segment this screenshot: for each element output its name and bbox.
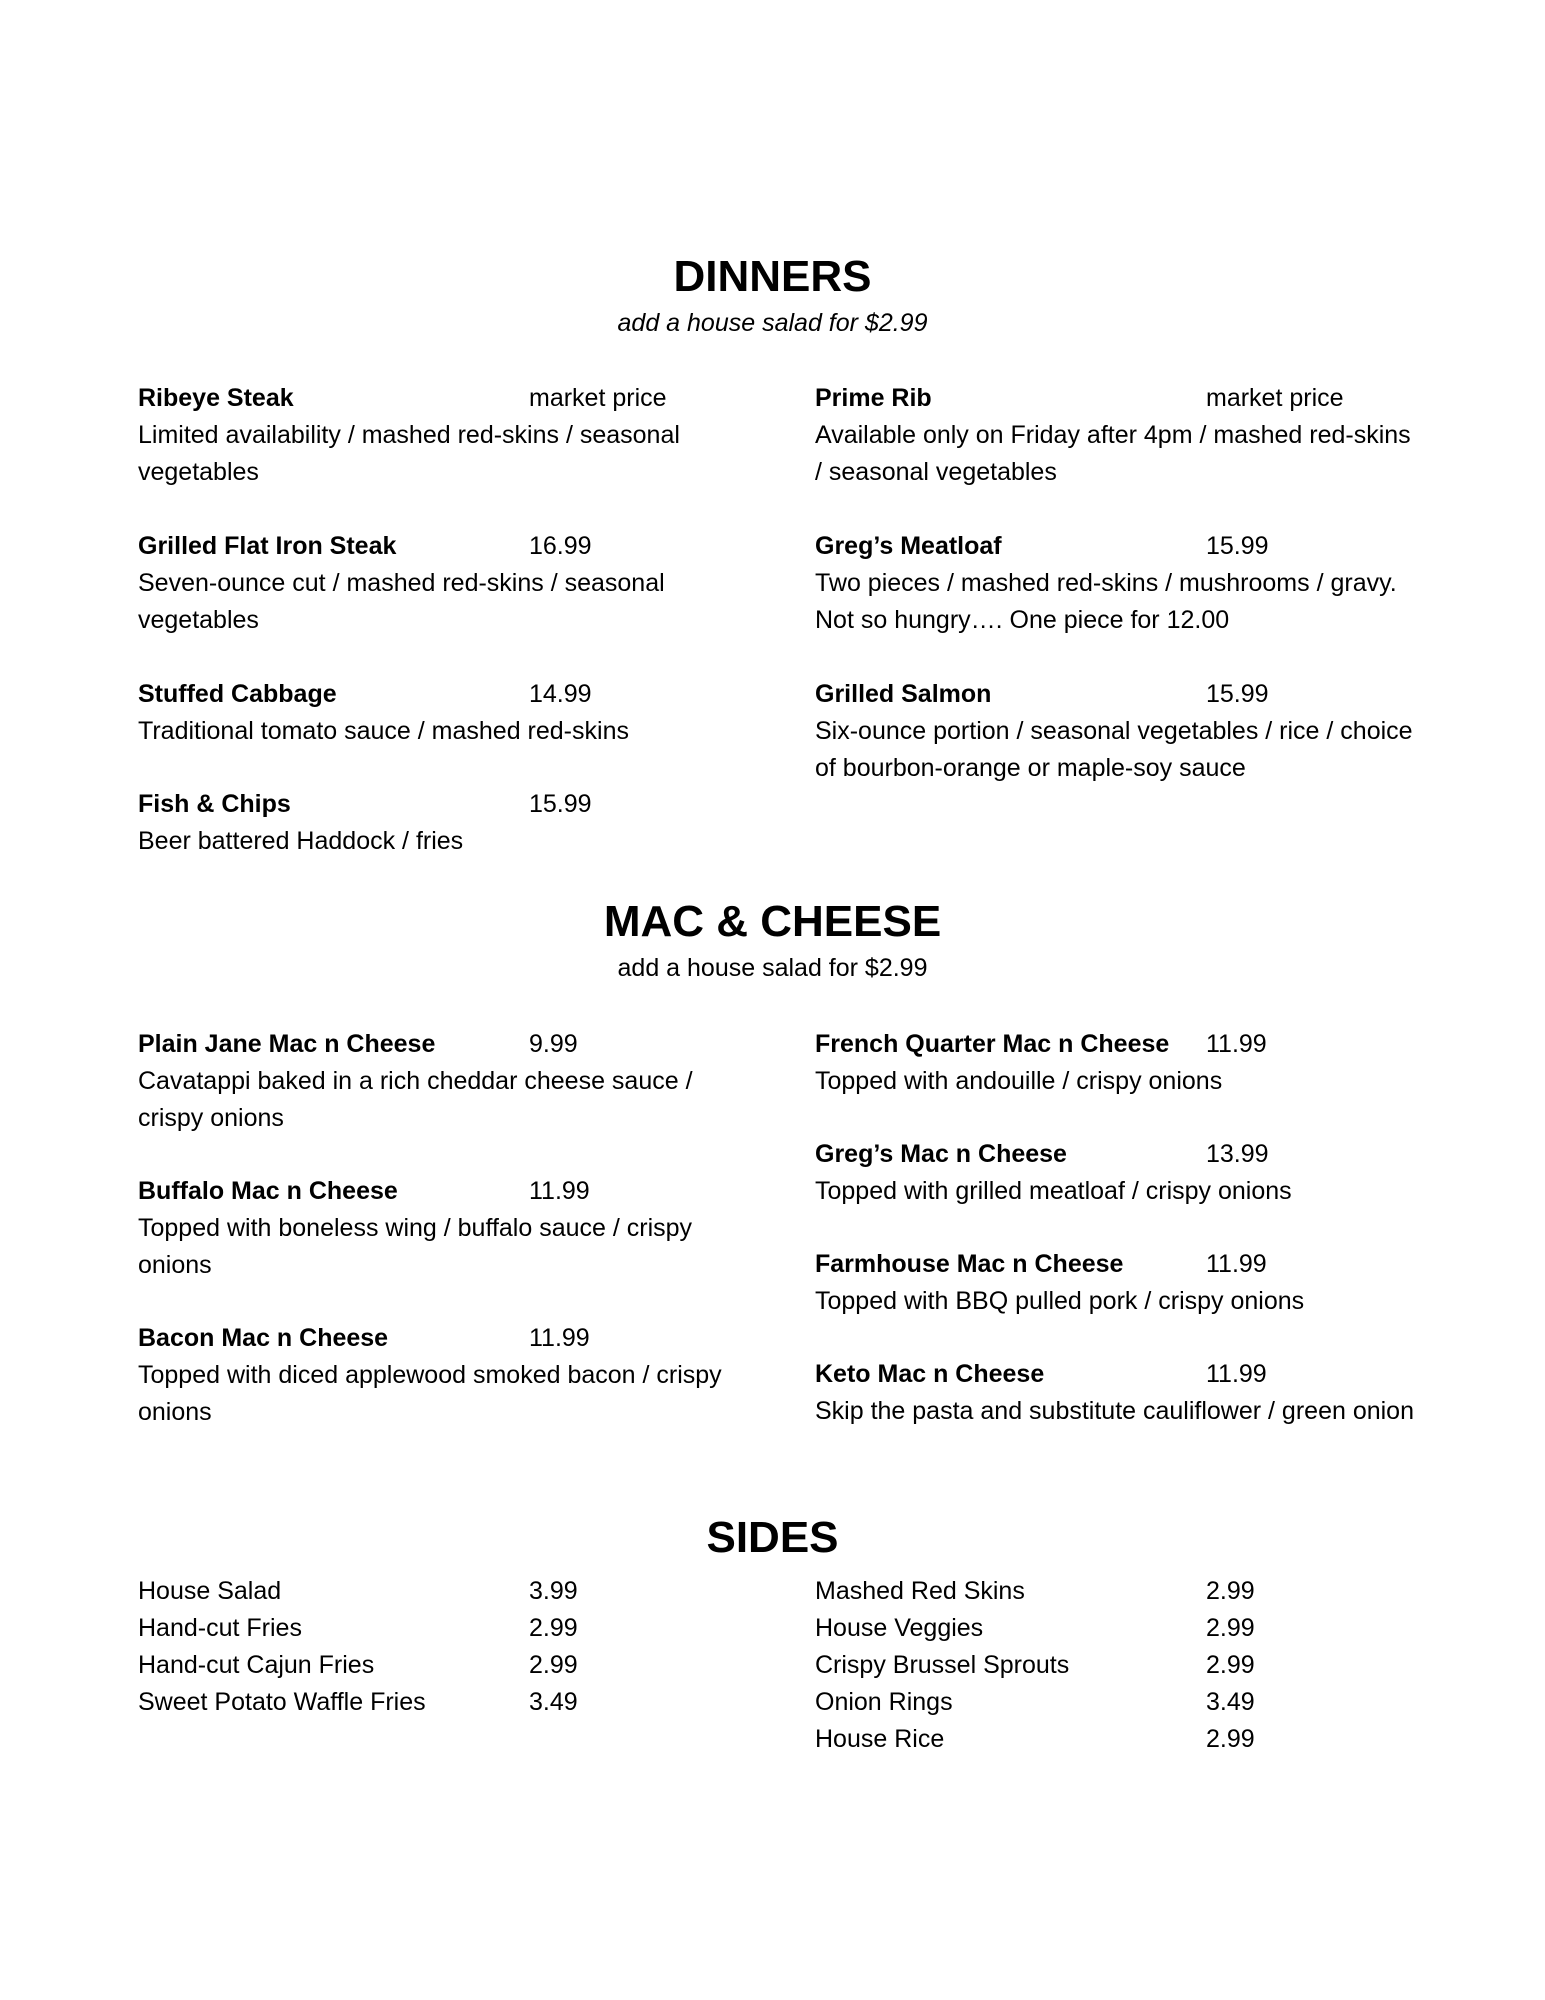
item-name: Farmhouse Mac n Cheese: [815, 1250, 1124, 1278]
item-name: Grilled Flat Iron Steak: [138, 532, 397, 560]
dinners-subtitle: add a house salad for $2.99: [617, 309, 928, 337]
item-name: Keto Mac n Cheese: [815, 1360, 1045, 1388]
side-name: Mashed Red Skins: [815, 1577, 1025, 1605]
side-price: 2.99: [1206, 1614, 1255, 1642]
dinners-title: DINNERS: [673, 252, 872, 301]
item-description: Topped with diced applewood smoked bacon / crispy onions: [138, 1361, 722, 1426]
mac-cheese-subtitle: add a house salad for $2.99: [617, 954, 928, 982]
sides-left-column: [138, 1573, 738, 1721]
mac-right-column: [815, 1026, 1415, 1430]
mac-cheese-title: MAC & CHEESE: [603, 897, 942, 946]
side-name: Crispy Brussel Sprouts: [815, 1651, 1070, 1679]
item-price: 9.99: [529, 1030, 578, 1058]
menu-item: [815, 1356, 1415, 1430]
mac-left-column: [138, 1026, 738, 1431]
item-description: Limited availability / mashed red-skins / seasonal vegetables: [138, 421, 680, 486]
side-item: [815, 1573, 1415, 1610]
side-item: [138, 1684, 738, 1721]
side-price: 2.99: [1206, 1577, 1255, 1605]
item-name: Greg’s Mac n Cheese: [815, 1140, 1067, 1168]
item-description: Seven-ounce cut / mashed red-skins / seasonal vegetables: [138, 569, 665, 634]
item-price: 15.99: [1206, 532, 1269, 560]
item-description: Available only on Friday after 4pm / mashed red-skins / seasonal vegetables: [815, 421, 1411, 486]
side-name: House Rice: [815, 1725, 945, 1753]
item-description: Topped with grilled meatloaf / crispy onions: [815, 1177, 1292, 1205]
menu-item: [138, 528, 738, 639]
menu-item: [815, 1246, 1415, 1320]
item-name: French Quarter Mac n Cheese: [815, 1030, 1170, 1058]
side-name: House Veggies: [815, 1614, 984, 1642]
side-name: Hand-cut Fries: [138, 1614, 302, 1642]
side-item: [815, 1610, 1415, 1647]
menu-item: [815, 380, 1415, 491]
sides-title: SIDES: [706, 1513, 839, 1562]
side-price: 3.49: [1206, 1688, 1255, 1716]
menu-item: [138, 1320, 738, 1431]
item-description: Traditional tomato sauce / mashed red-skins: [138, 717, 629, 745]
side-name: Onion Rings: [815, 1688, 953, 1716]
item-name: Buffalo Mac n Cheese: [138, 1177, 398, 1205]
item-description: Two pieces / mashed red-skins / mushrooms / gravy. Not so hungry…. One piece for 12.00: [815, 569, 1397, 634]
side-item: [138, 1610, 738, 1647]
side-name: Hand-cut Cajun Fries: [138, 1651, 375, 1679]
side-price: 3.99: [529, 1577, 578, 1605]
side-name: House Salad: [138, 1577, 282, 1605]
side-price: 2.99: [529, 1614, 578, 1642]
item-name: Greg’s Meatloaf: [815, 532, 1002, 560]
item-name: Plain Jane Mac n Cheese: [138, 1030, 436, 1058]
item-description: Cavatappi baked in a rich cheddar cheese sauce / crispy onions: [138, 1067, 693, 1132]
item-price: 15.99: [1206, 680, 1269, 708]
item-price: market price: [529, 384, 667, 412]
menu-item: [138, 380, 738, 491]
item-price: 11.99: [529, 1324, 590, 1352]
item-description: Topped with boneless wing / buffalo sauce / crispy onions: [138, 1214, 693, 1279]
side-price: 3.49: [529, 1688, 578, 1716]
side-price: 2.99: [1206, 1725, 1255, 1753]
item-price: 11.99: [1206, 1030, 1267, 1058]
item-price: 14.99: [529, 680, 592, 708]
item-name: Grilled Salmon: [815, 680, 992, 708]
side-price: 2.99: [1206, 1651, 1255, 1679]
item-name: Prime Rib: [815, 384, 932, 412]
side-name: Sweet Potato Waffle Fries: [138, 1688, 426, 1716]
item-price: 11.99: [529, 1177, 590, 1205]
menu-item: [815, 1026, 1415, 1100]
item-price: 16.99: [529, 532, 592, 560]
side-item: [138, 1573, 738, 1610]
menu-item: [138, 1173, 738, 1284]
side-item: [815, 1647, 1415, 1684]
item-name: Stuffed Cabbage: [138, 680, 337, 708]
item-name: Bacon Mac n Cheese: [138, 1324, 389, 1352]
menu-item: [138, 676, 738, 750]
item-description: Topped with andouille / crispy onions: [815, 1067, 1223, 1095]
item-price: 11.99: [1206, 1360, 1267, 1388]
item-price: market price: [1206, 384, 1344, 412]
item-name: Ribeye Steak: [138, 384, 294, 412]
item-description: Skip the pasta and substitute cauliflower / green onion: [815, 1397, 1414, 1425]
dinners-right-column: [815, 380, 1415, 787]
menu-item: [815, 1136, 1415, 1210]
item-description: Six-ounce portion / seasonal vegetables / rice / choice of bourbon-orange or maple-soy sauce: [815, 717, 1413, 782]
sides-right-column: [815, 1573, 1415, 1758]
side-item: [815, 1721, 1415, 1758]
side-price: 2.99: [529, 1651, 578, 1679]
menu-item: [815, 676, 1415, 787]
item-description: Beer battered Haddock / fries: [138, 827, 464, 855]
item-price: 13.99: [1206, 1140, 1269, 1168]
item-description: Topped with BBQ pulled pork / crispy onions: [815, 1287, 1305, 1315]
menu-item: [815, 528, 1415, 639]
dinners-left-column: [138, 380, 738, 860]
side-item: [138, 1647, 738, 1684]
menu-item: [138, 1026, 738, 1137]
item-price: 15.99: [529, 790, 592, 818]
side-item: [815, 1684, 1415, 1721]
menu-item: [138, 786, 738, 860]
item-price: 11.99: [1206, 1250, 1267, 1278]
item-name: Fish & Chips: [138, 790, 291, 818]
